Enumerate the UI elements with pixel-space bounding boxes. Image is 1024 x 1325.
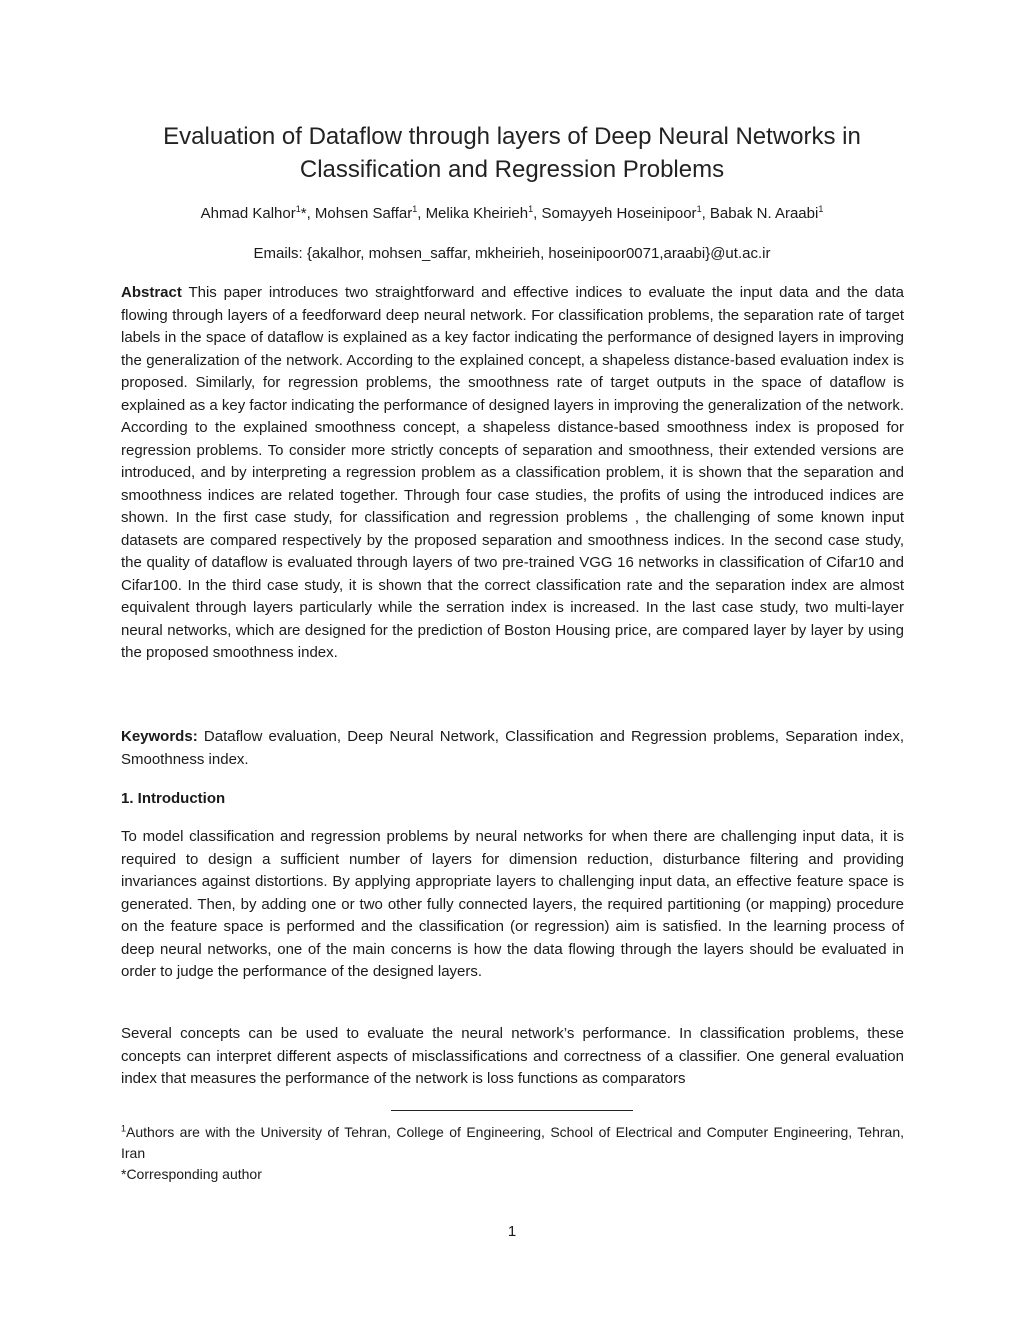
author-name: Mohsen Saffar bbox=[314, 205, 413, 222]
author-list bbox=[100, 204, 924, 224]
author-name: Melika Kheirieh bbox=[425, 205, 529, 222]
paper-title bbox=[100, 120, 924, 186]
paper-title-line-1: Evaluation of Dataflow through layers of Deep Neural Networks in bbox=[163, 123, 861, 150]
introduction-paragraph-2: Several concepts can be used to evaluate the neural network’s performance. In classification problems, these concepts can interpret different aspects of misclassifications and correctness of a classifier. One general evaluation index that measures the performance of the network is loss functions as comparators bbox=[121, 1025, 904, 1087]
section-heading-introduction: 1. Introduction bbox=[121, 790, 226, 807]
introduction-paragraph-1: To model classification and regression problems by neural networks for when there are challenging input data, it is required to design a sufficient number of layers for dimension reduction, disturbance filtering and providing invariances against distortions. By applying appropriate layers to challenging input data, an effective feature space is generated. Then, by adding one or two other fully connected layers, the required partitioning (or mapping) procedure on the feature space is performed and the classification (or regression) aim is satisfied. In the learning process of deep neural networks, one of the main concerns is how the data flowing through the layers should be evaluated in order to judge the performance of the designed layers. bbox=[121, 828, 904, 980]
author-affiliation-mark: 1 bbox=[412, 204, 418, 214]
author-separator: , bbox=[701, 205, 710, 222]
paper-title-line-2: Classification and Regression Problems bbox=[299, 156, 725, 183]
author-affiliation-mark: 1 bbox=[696, 204, 702, 214]
footnote-mark: 1 bbox=[121, 1123, 127, 1134]
page-number: 1 bbox=[507, 1223, 517, 1240]
footnote-divider bbox=[391, 1110, 633, 1111]
abstract bbox=[121, 282, 904, 665]
author-separator: *, bbox=[300, 205, 315, 222]
author-name: Babak N. Araabi bbox=[709, 205, 819, 222]
footnote-text: Authors are with the University of Tehran, College of Engineering, School of Electrical and Computer Engineering, Tehran, Iran bbox=[121, 1124, 904, 1161]
keywords bbox=[121, 726, 904, 771]
keywords-text: Dataflow evaluation, Deep Neural Network, Classification and Regression problems, Separation index, Smoothness index. bbox=[121, 728, 904, 768]
footnote-corresponding-author: *Corresponding author bbox=[121, 1166, 262, 1182]
author-affiliation-mark: 1 bbox=[528, 204, 534, 214]
author-affiliation-mark: 1 bbox=[818, 204, 824, 214]
author-name: Somayyeh Hoseinipoor bbox=[541, 205, 697, 222]
abstract-text: This paper introduces two straightforward and effective indices to evaluate the input data and the data flowing through layers of a feedforward deep neural network. For classification problems, the separation rate of target labels in the space of dataflow is explained as a key factor indicating the performance of designed layers in improving the generalization of the network. According to the explained concept, a shapeless distance-based evaluation index is proposed. Similarly, for regression problems, the smoothness rate of target outputs in the space of dataflow is explained as a key factor indicating the performance of designed layers in improving the generalization of the network. According to the explained smoothness concept, a shapeless distance-based smoothness index is proposed for regression problems. To consider more strictly concepts of separation and smoothness, their extended versions are introduced, and by interpreting a regression problem as a classification problem, it is shown that the separation and smoothness indices are related together. Through four case studies, the profits of using the introduced indices are shown. In the first case study, for classification and regression problems , the challenging of some known input datasets are compared respectively by the proposed separation and smoothness indices. In the second case study, the quality of dataflow is evaluated through layers of two pre-trained VGG 16 networks in classification of Cifar10 and Cifar100. In the third case study, it is shown that the correct classification rate and the separation index are almost equivalent through layers particularly while the serration index is increased. In the last case study, two multi-layer neural networks, which are designed for the prediction of Boston Housing price, are compared layer by layer by using the proposed smoothness index. bbox=[121, 284, 904, 661]
abstract-label: Abstract bbox=[121, 284, 182, 301]
footnote-affiliation bbox=[121, 1122, 904, 1164]
author-separator: , bbox=[533, 205, 542, 222]
author-affiliation-mark: 1 bbox=[295, 204, 301, 214]
author-emails: Emails: {akalhor, mohsen_saffar, mkheirieh, hoseinipoor0071,araabi}@ut.ac.ir bbox=[253, 245, 771, 262]
author-separator: , bbox=[417, 205, 426, 222]
author-name: Ahmad Kalhor bbox=[200, 205, 296, 222]
keywords-label: Keywords: bbox=[121, 728, 198, 745]
